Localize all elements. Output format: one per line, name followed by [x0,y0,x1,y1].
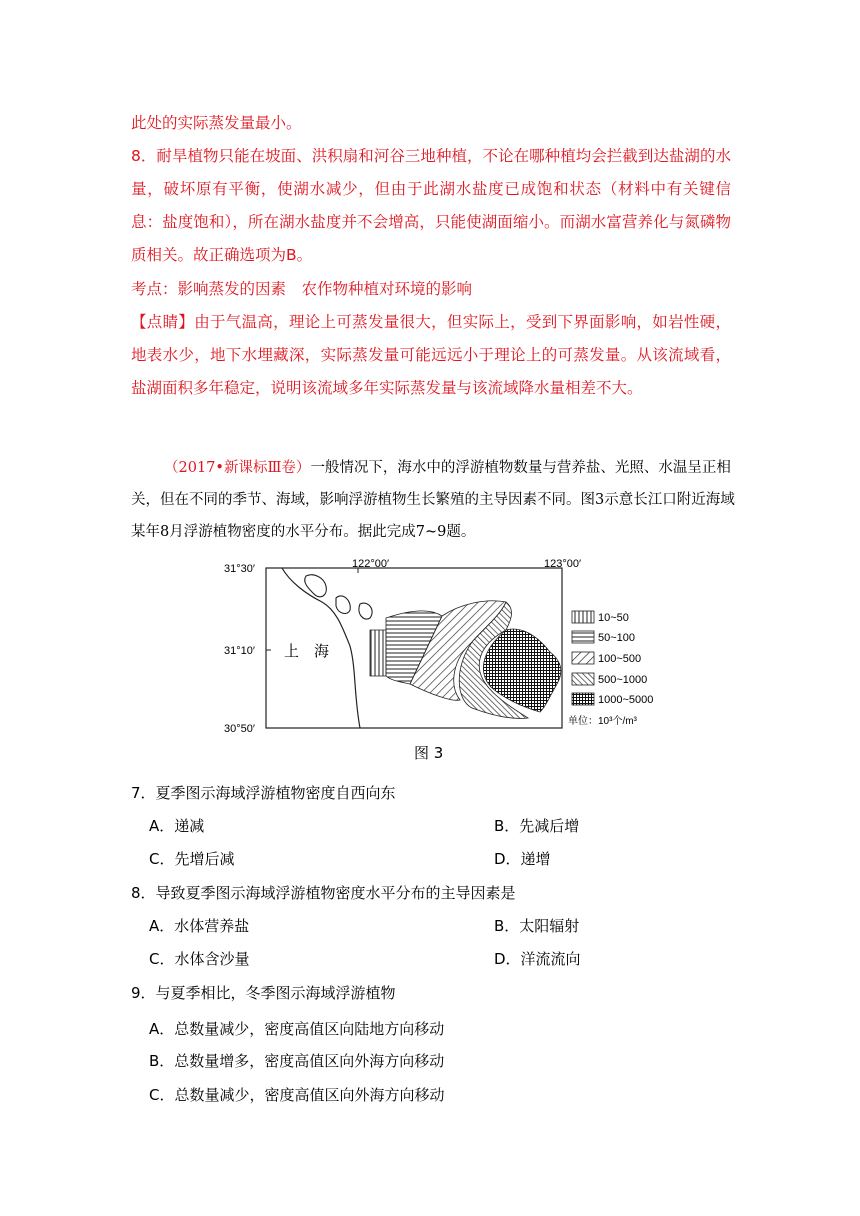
question-7-stem: 7．夏季图示海域浮游植物密度自西向东 [131,784,396,802]
question-source: （2017•新课标Ⅲ卷） [164,460,311,476]
legend-swatch-3 [572,652,594,664]
q8-option-b: B．太阳辐射 [494,917,580,935]
legend-swatch-4 [572,673,594,685]
question-8-stem: 8．导致夏季图示海域浮游植物密度水平分布的主导因素是 [131,884,516,902]
legend-label-2: 50~100 [598,632,636,644]
q7-option-b: B．先减后增 [494,817,580,835]
legend-swatch-1 [572,611,594,623]
zone-10-50 [370,630,386,676]
lon-label-left: 122°00′ [352,558,390,570]
q8-option-c: C．水体含沙量 [149,950,250,968]
lat-label-mid: 31°10′ [224,645,255,657]
question-9-stem: 9．与夏季相比，冬季图示海域浮游植物 [131,984,396,1002]
dianjing [131,306,731,405]
lon-label-right: 123°00′ [544,558,582,570]
dianjing-text: 由于气温高，理论上可蒸发量很大，但实际上，受到下界面影响，如岩性硬，地表水少，地下水埋藏深，实际蒸发量可能远远小于理论上的可蒸发量。从该流域看，盐湖面积多年稳定，说明该流域多年实际蒸发量与该流域降水量相差不大。 [131,313,731,397]
legend-label-3: 100~500 [598,653,642,665]
legend-unit: 单位：10³个/m³ [568,716,637,727]
island [359,603,372,619]
place-label: 上 海 [284,643,330,660]
legend-label-4: 500~1000 [598,674,648,686]
q9-option-c: C．总数量减少，密度高值区向外海方向移动 [149,1086,445,1104]
q8-option-d: D．洋流流向 [494,950,581,968]
kaodian: 考点：影响蒸发的因素 农作物种植对环境的影响 [131,280,473,298]
figure-caption: 图 3 [414,744,444,762]
q9-option-b: B．总数量增多，密度高值区向外海方向移动 [149,1052,445,1070]
legend-swatch-2 [572,631,594,643]
q7-option-c: C．先增后减 [149,850,235,868]
answer-line: 此处的实际蒸发量最小。 [131,114,302,132]
question-intro [131,452,737,548]
legend [568,611,653,727]
q8-explanation: 8．耐旱植物只能在坡面、洪积扇和河谷三地种植，不论在哪种植均会拦截到达盐湖的水量，破坏原有平衡，使湖水减少，但由于此湖水盐度已成饱和状态（材料中有关键信息：盐度饱和），所在湖水盐度并不会增高，只能使湖面缩小。而湖水富营养化与氮磷物质相关。故正确选项为B。 [131,147,731,264]
lat-label-top: 31°30′ [224,563,255,575]
intro-text: 一般情况下，海水中的浮游植物数量与营养盐、光照、水温呈正相关，但在不同的季节、海域，影响浮游植物生长繁殖的主导因素不同。图3示意长江口附近海域某年8月浮游植物密度的水平分布。据此完成7~9题。 [131,460,735,540]
legend-swatch-5 [572,693,594,705]
q7-option-a: A．递减 [149,817,205,835]
q7-option-d: D．递增 [494,850,551,868]
q8-option-a: A．水体营养盐 [149,917,250,935]
lat-label-bottom: 30°50′ [224,723,255,735]
legend-label-5: 1000~5000 [598,694,654,706]
q9-option-a: A．总数量减少，密度高值区向陆地方向移动 [149,1020,445,1038]
legend-label-1: 10~50 [598,612,629,624]
dianjing-tag: 【点睛】 [131,313,195,331]
plankton-density-map [210,556,670,736]
